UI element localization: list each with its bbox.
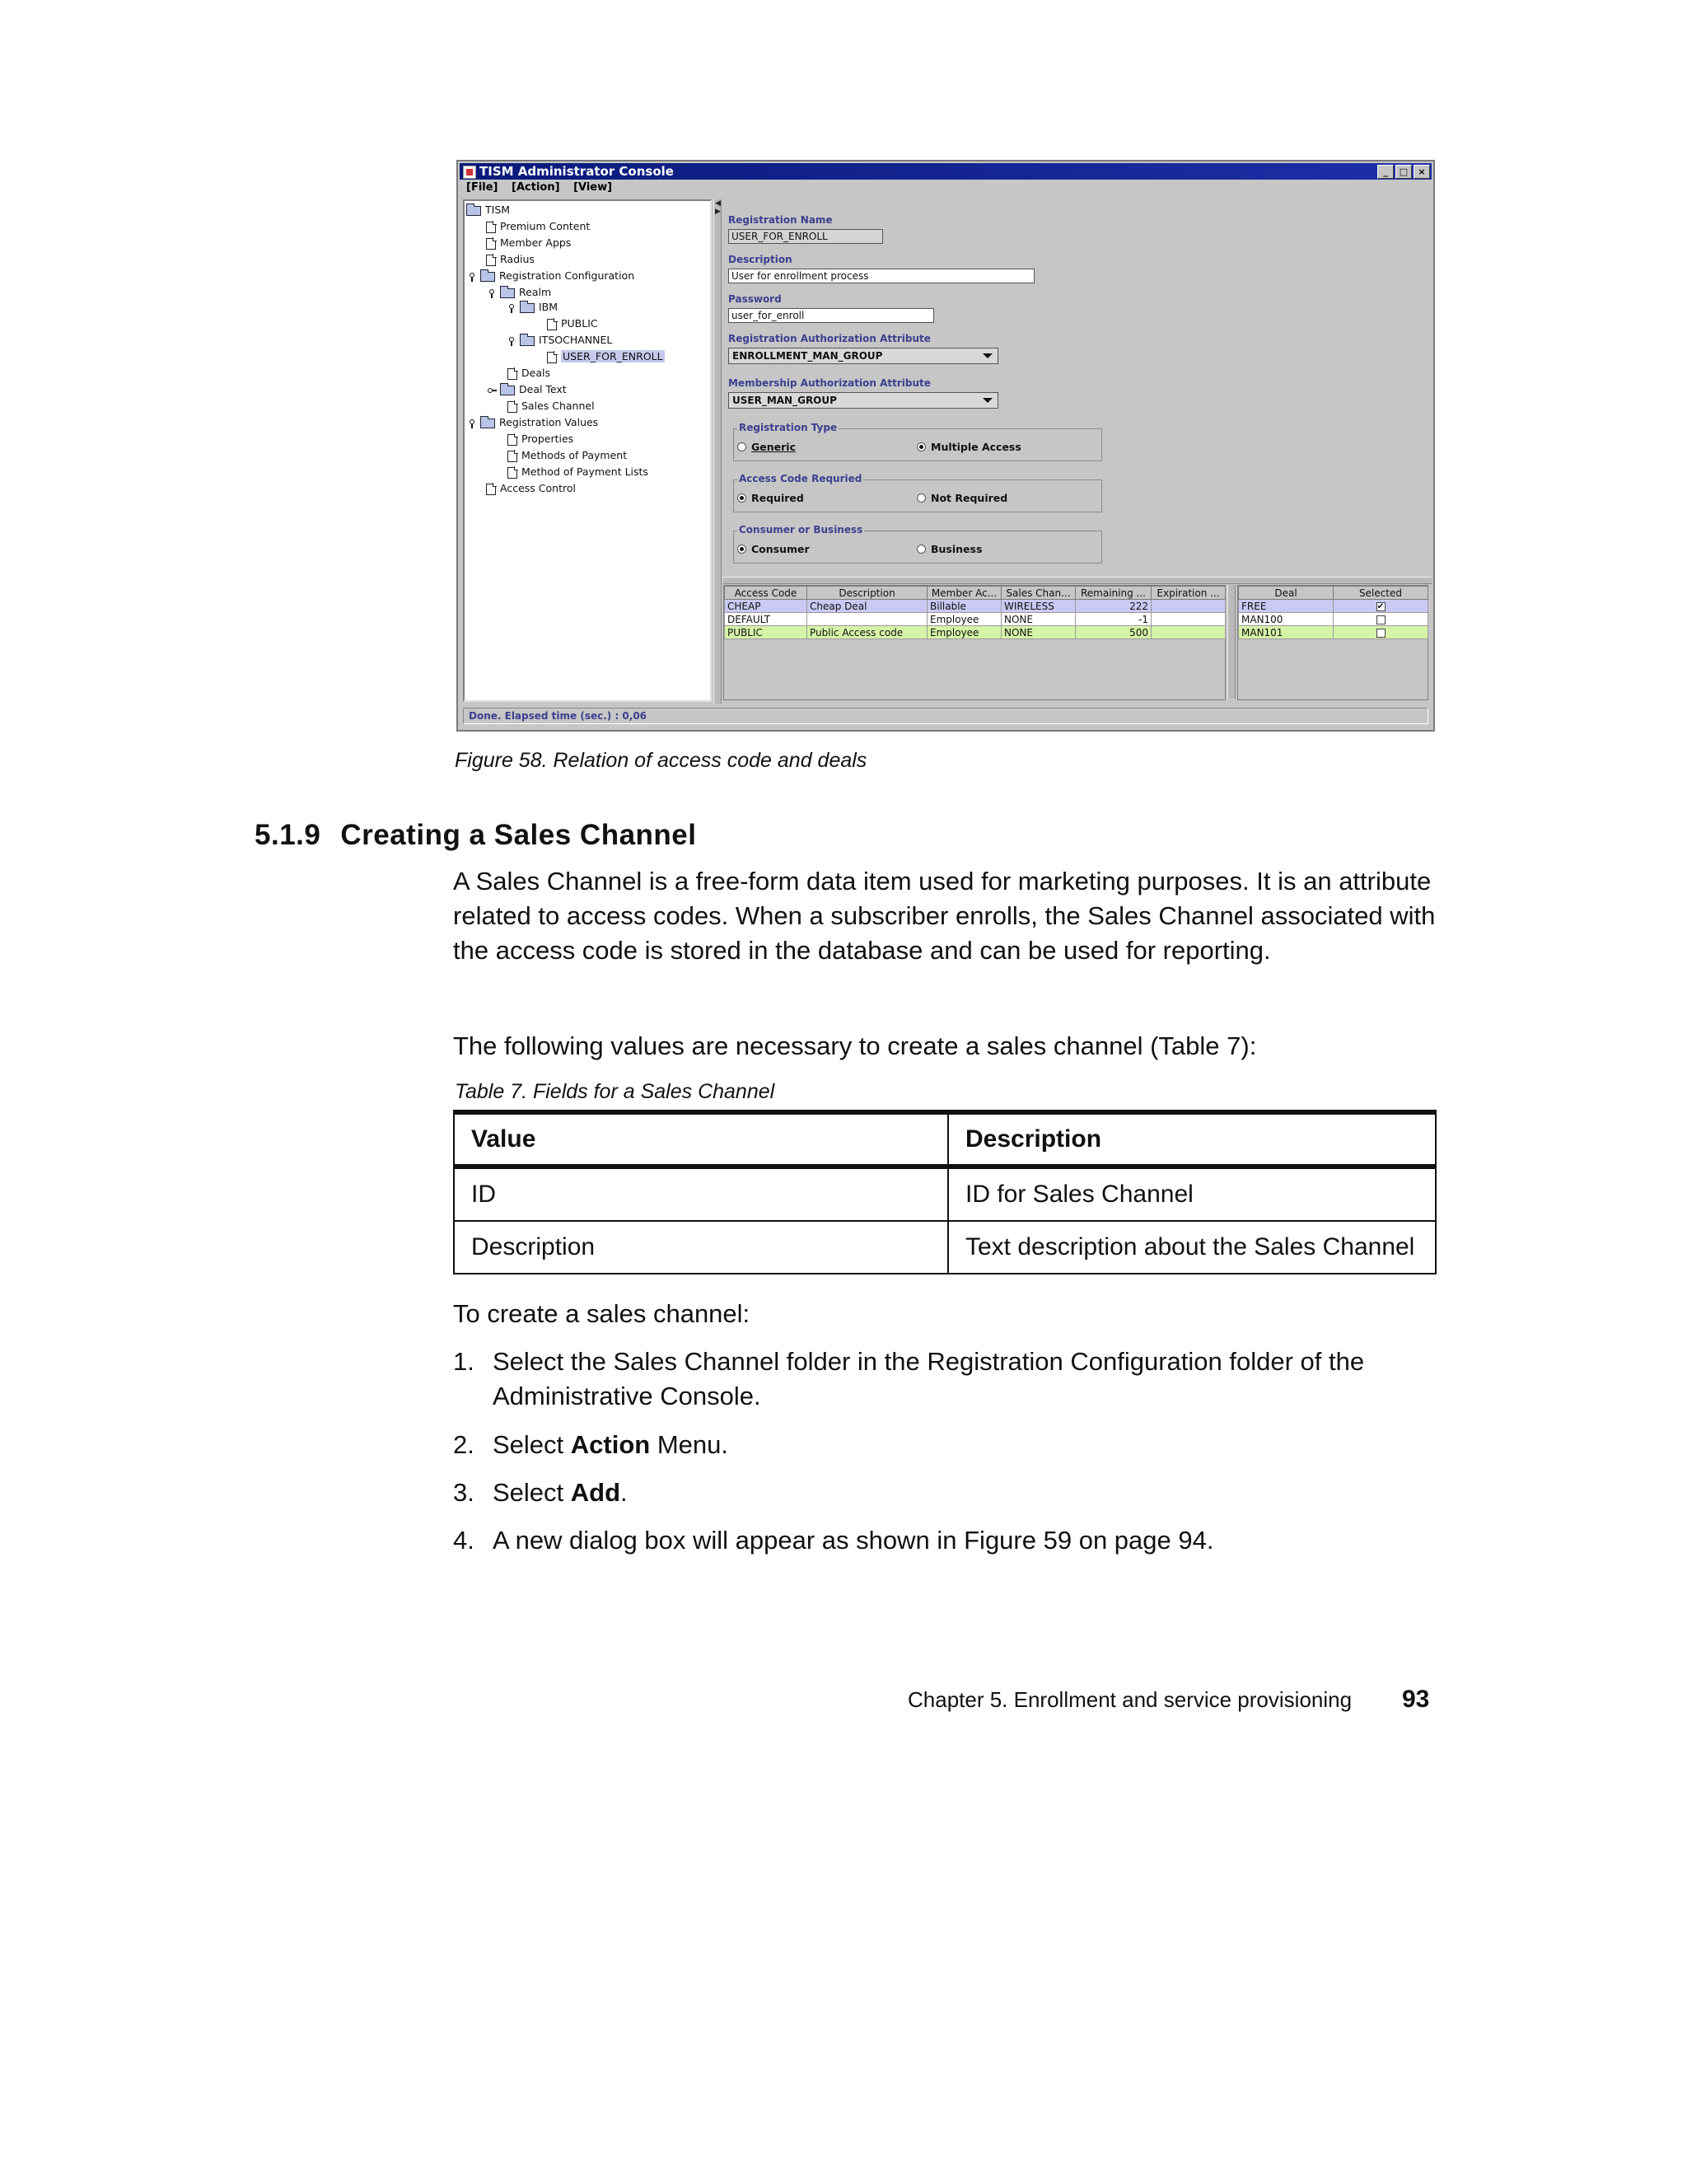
title-bar — [460, 163, 1432, 180]
collapse-handle-icon[interactable] — [488, 386, 496, 395]
radio-on-icon — [737, 545, 746, 554]
document-icon — [547, 319, 557, 330]
table-row[interactable]: MAN101 — [1239, 626, 1428, 639]
radio-required[interactable]: Required — [737, 492, 804, 504]
document-icon — [507, 451, 517, 462]
radio-on-icon — [737, 493, 746, 503]
radio-off-icon — [917, 545, 926, 554]
document-icon — [507, 368, 517, 380]
folder-icon — [480, 419, 495, 428]
navigation-tree — [463, 199, 712, 702]
radio-business[interactable]: Business — [917, 543, 982, 555]
selected-checkbox[interactable] — [1376, 629, 1386, 638]
registration-type-group — [733, 422, 1102, 461]
table-row[interactable]: FREE ✔ — [1239, 600, 1428, 613]
selected-checkbox[interactable]: ✔ — [1376, 601, 1385, 611]
column-header[interactable]: Access Code — [725, 587, 807, 600]
membership-authorization-select[interactable] — [728, 392, 998, 409]
expand-handle-icon[interactable] — [507, 337, 516, 345]
section-number: 5.1.9 — [255, 819, 321, 851]
tree-node-access-control[interactable]: Access Control — [486, 481, 576, 496]
consumer-business-group — [733, 524, 1102, 564]
folder-icon — [480, 272, 495, 282]
registration-form — [723, 199, 1432, 575]
expand-handle-icon[interactable] — [488, 289, 496, 297]
maximize-button[interactable]: □ — [1395, 165, 1412, 179]
document-icon — [486, 238, 496, 250]
column-header[interactable]: Description — [807, 587, 928, 600]
document-icon — [507, 401, 517, 413]
table-row[interactable]: MAN100 — [1239, 613, 1428, 626]
access-code-title: Access Code Requried — [739, 473, 862, 484]
close-button[interactable]: × — [1414, 165, 1430, 179]
window-title: TISM Administrator Console — [479, 164, 674, 179]
expand-handle-icon[interactable] — [507, 304, 516, 312]
radio-consumer[interactable]: Consumer — [737, 543, 810, 555]
registration-authorization-value: ENROLLMENT_MAN_GROUP — [732, 350, 883, 362]
tree-node-public[interactable]: PUBLIC — [547, 316, 598, 331]
description-field[interactable]: User for enrollment process — [728, 269, 1035, 283]
column-header[interactable]: Remaining ... — [1076, 587, 1152, 600]
status-bar: Done. Elapsed time (sec.) : 0,06 — [463, 708, 1428, 724]
minimize-button[interactable]: _ — [1377, 165, 1394, 179]
table-row[interactable]: CHEAP Cheap Deal Billable WIRELESS 222 — [725, 600, 1226, 613]
folder-icon — [466, 206, 481, 216]
dropdown-arrow-icon — [983, 353, 993, 358]
vertical-splitter[interactable] — [713, 199, 722, 704]
tree-node-deals[interactable]: Deals — [507, 366, 550, 381]
column-header[interactable]: Member Ac... — [928, 587, 1002, 600]
tree-node-member-apps[interactable]: Member Apps — [486, 236, 571, 250]
tree-node-tism[interactable]: TISM — [466, 203, 510, 217]
radio-off-icon — [917, 493, 926, 503]
membership-authorization-label: Membership Authorization Attribute — [728, 377, 931, 389]
page-number: 93 — [1402, 1686, 1430, 1713]
document-icon — [507, 467, 517, 479]
section-heading — [255, 819, 697, 852]
document-icon — [486, 222, 496, 233]
tree-node-radius[interactable]: Radius — [486, 252, 535, 267]
expand-right-icon[interactable]: ▶ — [715, 208, 721, 216]
document-icon — [486, 255, 496, 266]
deal-table — [1238, 586, 1428, 639]
membership-authorization-value: USER_MAN_GROUP — [732, 395, 837, 406]
table-caption: Table 7. Fields for a Sales Channel — [455, 1080, 775, 1103]
document-icon — [507, 434, 517, 446]
tree-node-methods-of-payment[interactable]: Methods of Payment — [507, 448, 627, 463]
table-row[interactable]: DEFAULT Employee NONE -1 — [725, 613, 1226, 626]
app-icon — [463, 166, 476, 179]
access-code-group — [733, 473, 1102, 512]
table-row: Description Text description about the Sales Channel — [454, 1221, 1436, 1274]
expand-handle-icon[interactable] — [468, 419, 476, 428]
radio-multiple-access[interactable]: Multiple Access — [917, 441, 1021, 453]
tree-node-properties[interactable]: Properties — [507, 432, 573, 447]
steps-intro: To create a sales channel: — [453, 1299, 750, 1328]
tree-node-itsochannel[interactable]: ITSOCHANNEL — [507, 333, 612, 348]
paragraph-values: The following values are necessary to create a sales channel (Table 7): — [453, 1031, 1257, 1060]
folder-icon — [520, 336, 535, 346]
registration-authorization-label: Registration Authorization Attribute — [728, 333, 931, 344]
tree-node-premium-content[interactable]: Premium Content — [486, 219, 590, 234]
registration-authorization-select[interactable] — [728, 348, 998, 364]
tree-node-sales-channel[interactable]: Sales Channel — [507, 399, 595, 414]
folder-icon — [500, 288, 515, 298]
column-header[interactable]: Deal — [1239, 587, 1334, 600]
column-header: Value — [454, 1112, 948, 1167]
menu-view[interactable]: [View] — [573, 181, 613, 194]
tree-node-ibm[interactable]: IBM — [507, 300, 558, 315]
menu-file[interactable]: [File] — [466, 181, 498, 194]
table-splitter[interactable] — [1227, 585, 1236, 699]
column-header: Description — [948, 1112, 1436, 1167]
menu-bar — [461, 181, 617, 196]
column-header[interactable]: Selected — [1334, 587, 1428, 600]
consumer-business-title: Consumer or Business — [739, 524, 863, 535]
access-code-table-pane — [723, 585, 1226, 700]
tree-node-method-of-payment-lists[interactable]: Method of Payment Lists — [507, 465, 648, 479]
radio-off-icon — [737, 442, 746, 451]
tree-node-deal-text[interactable]: Deal Text — [488, 382, 567, 397]
section-title: Creating a Sales Channel — [340, 819, 697, 851]
folder-icon — [520, 303, 535, 313]
table-row: ID ID for Sales Channel — [454, 1167, 1436, 1221]
window-controls — [1377, 165, 1430, 179]
access-code-table — [724, 586, 1226, 639]
dropdown-arrow-icon — [983, 398, 993, 403]
column-header[interactable]: Sales Chan... — [1002, 587, 1076, 600]
password-field[interactable]: user_for_enroll — [728, 308, 934, 323]
document-icon — [547, 352, 557, 363]
tree-node-registration-values[interactable]: Registration Values — [468, 415, 598, 430]
radio-generic[interactable]: Generic — [737, 441, 796, 453]
folder-icon — [500, 386, 515, 395]
radio-not-required[interactable]: Not Required — [917, 492, 1007, 504]
expand-handle-icon[interactable] — [468, 273, 476, 281]
tree-node-registration-configuration[interactable]: Registration Configuration — [468, 269, 634, 283]
sales-channel-fields-table — [453, 1110, 1437, 1274]
menu-action[interactable]: [Action] — [512, 181, 560, 194]
horizontal-splitter[interactable] — [723, 577, 1432, 584]
figure-caption: Figure 58. Relation of access code and deals — [455, 749, 867, 772]
radio-on-icon — [917, 442, 926, 451]
collapse-left-icon[interactable]: ◀ — [715, 199, 721, 208]
registration-name-label: Registration Name — [728, 214, 833, 226]
selected-checkbox[interactable] — [1376, 615, 1386, 624]
tree-node-user-for-enroll[interactable]: USER_FOR_ENROLL — [547, 349, 665, 364]
registration-name-field[interactable]: USER_FOR_ENROLL — [728, 229, 883, 244]
deal-table-pane — [1237, 585, 1428, 700]
document-icon — [486, 484, 496, 495]
table-row[interactable]: PUBLIC Public Access code Employee NONE 500 — [725, 626, 1226, 639]
registration-type-title: Registration Type — [739, 422, 838, 433]
tree-node-realm[interactable]: Realm — [488, 285, 551, 300]
paragraph-intro: A Sales Channel is a free-form data item used for marketing purposes. It is an attribute related to access codes. When a subscriber enrolls, the Sales Channel associated with the access code is stored in the database and can be used for reporting. — [453, 867, 1436, 965]
password-label: Password — [728, 293, 782, 305]
description-label: Description — [728, 254, 792, 265]
footer-chapter: Chapter 5. Enrollment and service provisioning — [908, 1687, 1353, 1712]
column-header[interactable]: Expiration ... — [1152, 587, 1226, 600]
admin-console-window — [456, 160, 1435, 732]
